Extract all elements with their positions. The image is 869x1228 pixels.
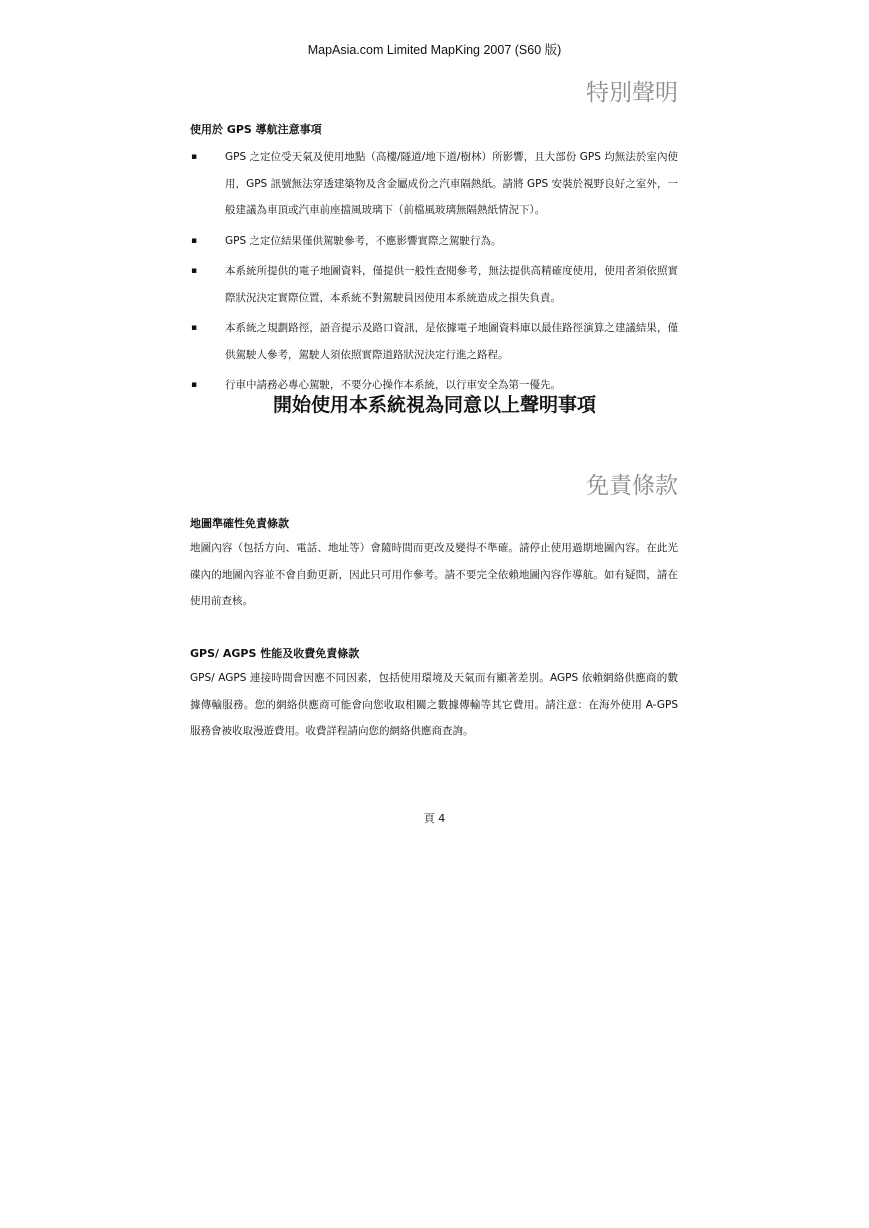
bullet-icon: ▪ (191, 152, 198, 162)
list-item-text: GPS 之定位受天氣及使用地點（高樓/隧道/地下道/樹林）所影響，且大部份 GPS 均無法於室內使用，GPS 訊號無法穿透建築物及含金屬成份之汽車隔熱紙。請將 GPS 安裝於視野良好之室外，一般建議為車頂或汽車前座擋風玻璃下（前檔風玻璃無隔熱紙情況下）。 (225, 151, 679, 216)
page-number: 頁 4 (423, 812, 446, 825)
map-accuracy-subheading: 地圖準確性免責條款 (190, 517, 289, 530)
gps-notes-subheading: 使用於 GPS 導航注意事項 (190, 123, 322, 136)
list-item-text: 本系統所提供的電子地圖資料，僅提供一般性查閱參考，無法提供高精確度使用，使用者須依照實際狀況決定實際位置，本系統不對駕駛員因使用本系統造成之損失負責。 (225, 265, 678, 304)
list-item (190, 315, 678, 368)
disclaimer-heading: 免責條款 (586, 473, 678, 499)
list-item (190, 144, 678, 224)
gps-agps-paragraph: GPS/ AGPS 連接時間會因應不同因素，包括使用環境及天氣而有顯著差別。AGPS 依賴網絡供應商的數據傳輸服務。您的網絡供應商可能會向您收取相關之數據傳輸等其它費用。請注意：在海外使用 A-GPS 服務會被收取漫遊費用。收費詳程請向您的網絡供應商查詢。 (190, 672, 678, 737)
list-item (190, 258, 678, 311)
page-header: MapAsia.com Limited MapKing 2007 (S60 版) (307, 43, 562, 57)
bullet-icon: ▪ (191, 323, 198, 333)
map-accuracy-paragraph: 地圖內容（包括方向、電話、地址等）會隨時間而更改及變得不準確。請停止使用過期地圖內容。在此光碟內的地圖內容並不會自動更新，因此只可用作參考。請不要完全依賴地圖內容作導航。如有疑問，請在使用前查核。 (190, 542, 678, 607)
special-statement-heading: 特別聲明 (586, 80, 678, 106)
gps-notes-list (190, 144, 678, 403)
list-item-text: GPS 之定位結果僅供駕駛參考，不應影響實際之駕駛行為。 (225, 234, 502, 247)
agreement-statement: 開始使用本系統視為同意以上聲明事項 (272, 394, 596, 416)
list-item (190, 228, 678, 255)
list-item-text: 行車中請務必專心駕駛，不要分心操作本系統，以行車安全為第一優先。 (225, 379, 561, 391)
list-item-text: 本系統之規劃路徑，語音提示及路口資訊，是依據電子地圖資料庫以最佳路徑演算之建議結果，僅供駕駛人參考，駕駛人須依照實際道路狀況決定行進之路程。 (225, 322, 678, 361)
bullet-icon: ▪ (191, 235, 198, 246)
bullet-icon: ▪ (191, 380, 198, 390)
gps-agps-subheading: GPS/ AGPS 性能及收費免責條款 (190, 647, 360, 660)
bullet-icon: ▪ (191, 266, 198, 276)
